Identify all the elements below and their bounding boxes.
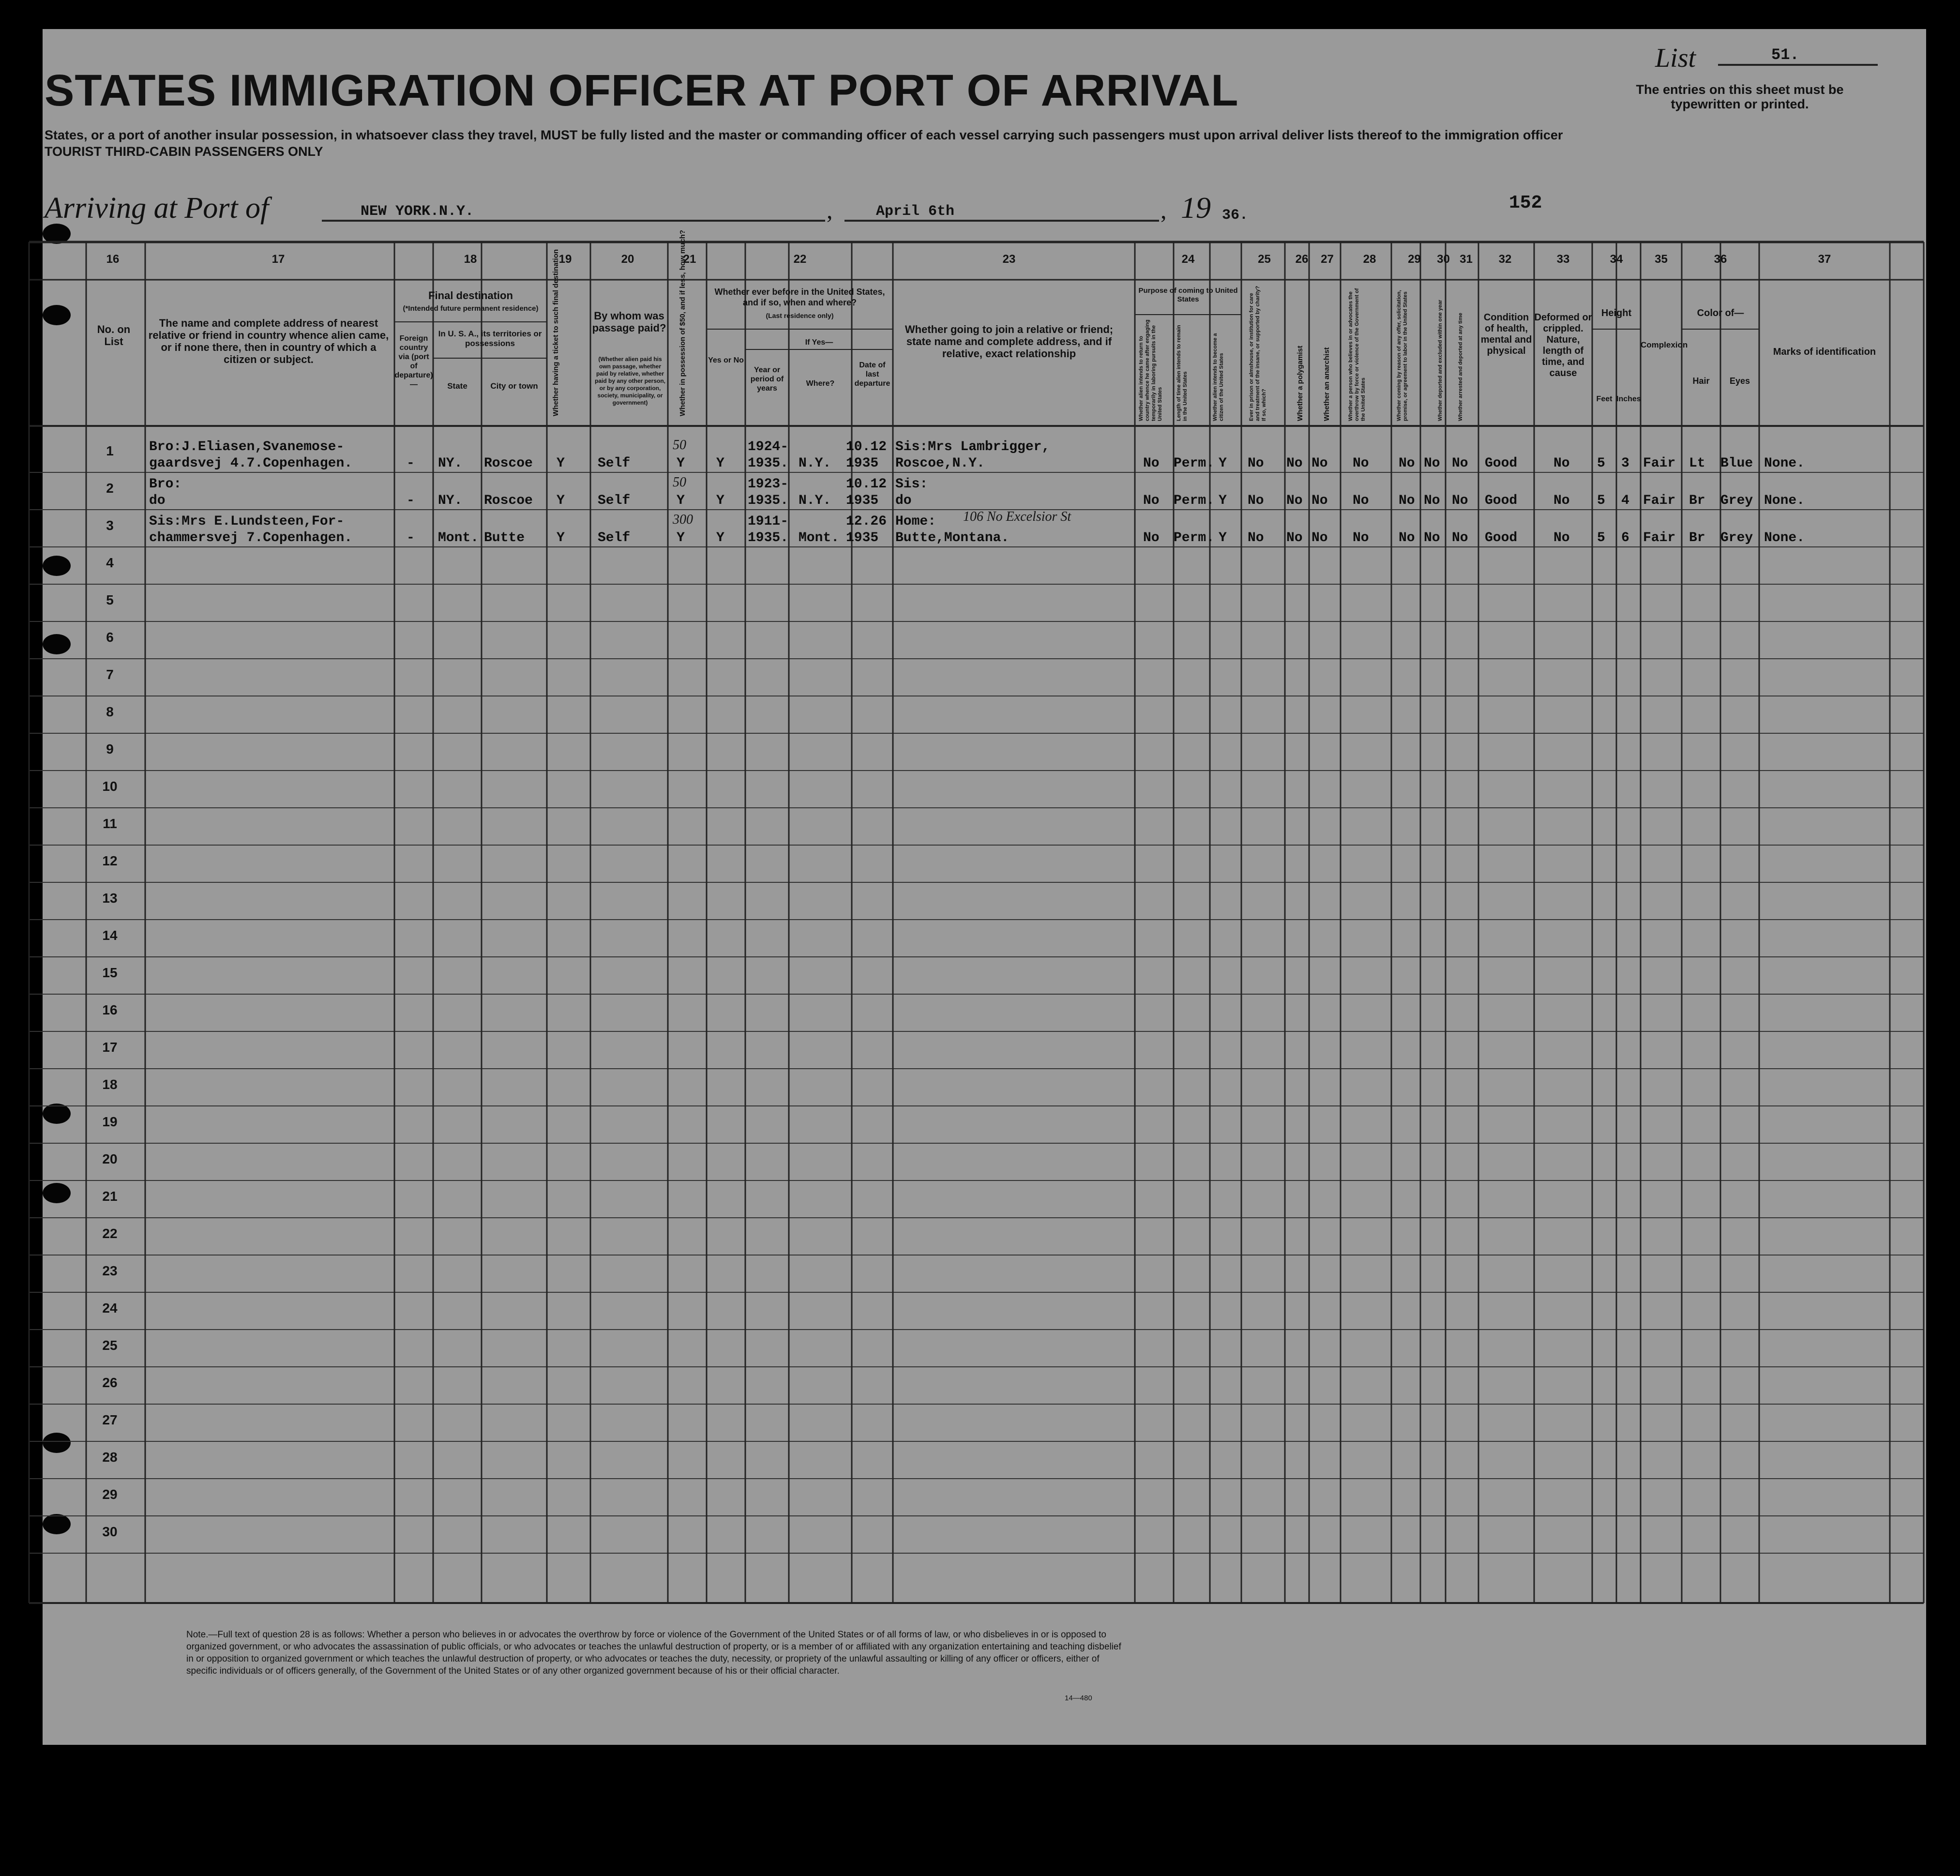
- header-final-destination-note: (*Intended future permanent residence): [403, 304, 539, 313]
- cell-relative-2: chammersvej 7.Copenhagen.: [149, 530, 353, 545]
- row-number: 15: [102, 965, 118, 980]
- cell-cash-hand: 50: [673, 475, 686, 490]
- cell-hair: Br: [1689, 493, 1705, 508]
- header-c31: Whether arrested and deported at any time: [1458, 313, 1463, 421]
- row-number: 23: [102, 1263, 118, 1278]
- header-purpose: Purpose of coming to United States: [1138, 287, 1238, 303]
- cell-join-hand: 106 No Excelsior St: [963, 509, 1071, 524]
- form-number: 14—480: [1065, 1694, 1092, 1702]
- header-height: Height: [1601, 308, 1632, 318]
- cell-c25: No: [1248, 456, 1264, 471]
- cell-state: NY.: [438, 493, 463, 508]
- cell-city: Butte: [484, 530, 525, 545]
- cell-feet: 5: [1597, 493, 1605, 508]
- cell-before: Y: [716, 456, 724, 471]
- cell-inches: 4: [1621, 493, 1629, 508]
- col-num: 37: [1818, 253, 1831, 266]
- header-feet: Feet: [1596, 395, 1613, 403]
- col-num: 33: [1556, 253, 1570, 266]
- row-number: 29: [102, 1487, 118, 1502]
- cell-foreign: -: [407, 530, 415, 545]
- cell-c27: No: [1312, 456, 1328, 471]
- cell-years-1: 1924-: [748, 439, 789, 454]
- cell-before: Y: [716, 493, 724, 508]
- cell-feet: 5: [1597, 530, 1605, 545]
- header-c28: Whether a person who believes in or advocates the overthrow by force or violence of the Government of the United States: [1348, 288, 1366, 421]
- row-number: 27: [102, 1412, 118, 1427]
- col-num: 35: [1655, 253, 1668, 266]
- cell-cash-hand: 300: [673, 512, 693, 527]
- cell-purpose-a: No: [1143, 493, 1160, 508]
- cell-foreign: -: [407, 493, 415, 508]
- row-number: 12: [102, 853, 118, 868]
- cell-marks: None.: [1764, 456, 1805, 471]
- cell-where: N.Y.: [799, 456, 831, 471]
- cell-join-2: Roscoe,N.Y.: [895, 456, 985, 471]
- cell-deformed: No: [1553, 493, 1570, 508]
- year-prefix: 19: [1181, 192, 1211, 225]
- row-number: 7: [106, 667, 114, 682]
- cell-city: Roscoe: [484, 456, 533, 471]
- cell-years-1: 1923-: [748, 477, 789, 492]
- col-num: 21: [683, 253, 696, 266]
- list-label: List: [1655, 43, 1696, 73]
- header-year-period: Year or period of years: [750, 366, 784, 393]
- header-if-yes: If Yes—: [805, 338, 833, 347]
- date-value: April 6th: [876, 203, 955, 220]
- header-purpose-c: Whether alien intends to become a citizen of the United States: [1212, 333, 1224, 421]
- header-foreign-country: Foreign country via (port of departure)—: [394, 334, 433, 389]
- header-before-in-us: Whether ever before in the United States, and if so, when and where?: [714, 287, 885, 307]
- row-number: 28: [102, 1450, 118, 1465]
- separator-comma: ,: [1161, 197, 1167, 224]
- row-number: 24: [102, 1301, 118, 1316]
- header-where: Where?: [806, 379, 835, 388]
- page-title: STATES IMMIGRATION OFFICER AT PORT OF ARRIVAL: [45, 66, 1239, 115]
- cell-c30: No: [1424, 530, 1440, 545]
- cell-cash-hand: 50: [673, 438, 686, 453]
- col-num: 34: [1610, 253, 1623, 266]
- intro-line-1: States, or a port of another insular possession, in whatsoever class they travel, MUST be fully listed and the master or commanding officer of each vessel carrying such passengers must upon arrival deliver lists thereof to the immigration officer: [45, 128, 1563, 142]
- cell-condition: Good: [1485, 530, 1518, 545]
- col-num: 26: [1295, 253, 1309, 266]
- header-no-on-list: No. on List: [97, 323, 131, 348]
- cell-dep-2: 1935: [846, 530, 879, 545]
- cell-c31: No: [1452, 493, 1468, 508]
- cell-dep-1: 10.12: [846, 477, 887, 492]
- cell-condition: Good: [1485, 493, 1518, 508]
- header-marks: Marks of identification: [1773, 347, 1876, 357]
- header-yes-no: Yes or No: [708, 356, 744, 364]
- row-number: 22: [102, 1226, 118, 1241]
- header-purpose-a: Whether alien intends to return to country whence he came after engaging temporarily in laboring pursuits in the United States: [1138, 319, 1163, 421]
- cell-join-2: Butte,Montana.: [895, 530, 1010, 545]
- year-suffix: 36.: [1222, 207, 1249, 224]
- header-date-last-departure: Date of last departure: [854, 361, 890, 388]
- header-in-usa: In U. S. A., its territories or possessions: [438, 329, 542, 348]
- row-number: 9: [106, 741, 114, 756]
- col-num: 32: [1498, 253, 1512, 266]
- cell-relative-2: gaardsvej 4.7.Copenhagen.: [149, 456, 353, 471]
- cell-dep-1: 12.26: [846, 514, 887, 529]
- header-c26: Whether a polygamist: [1296, 346, 1304, 421]
- header-c27: Whether an anarchist: [1323, 347, 1331, 421]
- col-num: 36: [1714, 253, 1727, 266]
- cell-before: Y: [716, 530, 724, 545]
- cell-complexion: Fair: [1643, 530, 1676, 545]
- cell-c29: No: [1399, 493, 1415, 508]
- cell-purpose-a: No: [1143, 530, 1160, 545]
- instruction-note: The entries on this sheet must be typewritten or printed.: [1636, 82, 1844, 111]
- port-value: NEW YORK.N.Y.: [361, 203, 474, 220]
- cell-condition: Good: [1485, 456, 1518, 471]
- cell-c29: No: [1399, 456, 1415, 471]
- cell-foreign: -: [407, 456, 415, 471]
- header-join-relative: Whether going to join a relative or friend; state name and complete address, and if relative, exact relationship: [905, 323, 1114, 360]
- cell-paid: Self: [598, 456, 631, 471]
- cell-c26: No: [1286, 530, 1303, 545]
- cell-relative-1: Sis:Mrs E.Lundsteen,For-: [149, 514, 345, 529]
- header-color-of: Color of—: [1697, 308, 1744, 318]
- row-number: 2: [106, 481, 114, 496]
- header-complexion: Complexion: [1641, 340, 1688, 349]
- header-passage-note: (Whether alien paid his own passage, whether paid by relative, whether paid by any other person, or by any corporation, society, municipality, or government): [594, 356, 666, 406]
- cell-purpose-a: No: [1143, 456, 1160, 471]
- row-number: 17: [102, 1040, 118, 1055]
- row-number: 1: [106, 443, 114, 458]
- cell-purpose-c: Y: [1219, 530, 1227, 545]
- col-num: 28: [1363, 253, 1376, 266]
- row-number: 13: [102, 891, 118, 906]
- header-passage-paid: By whom was passage paid?: [592, 310, 666, 334]
- cell-join-1: Sis:Mrs Lambrigger,: [895, 439, 1050, 454]
- header-state: State: [447, 381, 467, 391]
- row-number: 5: [106, 592, 114, 607]
- cell-c25: No: [1248, 493, 1264, 508]
- cell-c30: No: [1424, 456, 1440, 471]
- cell-feet: 5: [1597, 456, 1605, 471]
- row-number: 20: [102, 1151, 118, 1166]
- header-purpose-b: Length of time alien intends to remain in the United States: [1176, 325, 1188, 421]
- cell-hair: Lt: [1689, 456, 1705, 471]
- cell-purpose-c: Y: [1219, 493, 1227, 508]
- cell-c31: No: [1452, 456, 1468, 471]
- cell-join-1: Sis:: [895, 477, 928, 492]
- cell-marks: None.: [1764, 530, 1805, 545]
- cell-state: Mont.: [438, 530, 479, 545]
- col-num: 18: [464, 253, 477, 266]
- cell-complexion: Fair: [1643, 456, 1676, 471]
- cell-eyes: Blue: [1720, 456, 1753, 471]
- col-num: 27: [1321, 253, 1334, 266]
- cell-eyes: Grey: [1720, 493, 1753, 508]
- col-num: 25: [1258, 253, 1271, 266]
- row-number: 14: [102, 928, 118, 943]
- col-num: 29: [1408, 253, 1421, 266]
- col-num: 17: [271, 253, 285, 266]
- cell-deformed: No: [1553, 530, 1570, 545]
- row-number: 11: [103, 816, 117, 831]
- row-number: 26: [102, 1375, 118, 1390]
- cell-dep-2: 1935: [846, 493, 879, 508]
- row-number: 6: [106, 630, 114, 645]
- row-number: 21: [102, 1189, 118, 1204]
- col-num: 16: [106, 253, 120, 266]
- cell-years-2: 1935.: [748, 493, 789, 508]
- cell-deformed: No: [1553, 456, 1570, 471]
- cell-c28: No: [1353, 530, 1369, 545]
- header-eyes: Eyes: [1729, 376, 1750, 386]
- cell-ticket: Y: [557, 530, 565, 545]
- cell-eyes: Grey: [1720, 530, 1753, 545]
- cell-possession: Y: [677, 493, 685, 508]
- page-mark: 152: [1509, 193, 1542, 213]
- cell-ticket: Y: [557, 493, 565, 508]
- footnote-q28: Note.—Full text of question 28 is as follows: Whether a person who believes in or advocates the overthrow by force or violence of the Government of the United States or of all forms of law, or who disbelieves in or is opposed to organized government, or who advocates the assassination of public officials, or who advocates or teaches the unlawful destruction of property, or is a member of or affiliated with any organization entertaining and teaching disbelief in or opposition to organized government or which teaches the unlawful destruction of property, or who advocates or teaches the duty, necessity, or propriety of the unlawful assaulting or killing of any officer or officers, either of specific individuals or of officers generally, of the Government of the United States or of any other organized government because of his or their official character.: [186, 1630, 1121, 1676]
- cell-purpose-b: Perm.: [1174, 456, 1215, 471]
- col-num: 23: [1002, 253, 1016, 266]
- cell-city: Roscoe: [484, 493, 533, 508]
- header-nearest-relative: The name and complete address of nearest relative or friend in country whence alien came, or if none there, then in country of which a citizen or subject.: [148, 317, 389, 365]
- header-deformed: Deformed or crippled. Nature, length of time, and cause: [1534, 312, 1592, 378]
- cell-relative-1: Bro:: [149, 477, 182, 492]
- header-possession-50: Whether in possession of $50, and if less, how much?: [678, 229, 687, 416]
- cell-inches: 6: [1621, 530, 1629, 545]
- cell-c26: No: [1286, 493, 1303, 508]
- row-number: 30: [102, 1524, 118, 1539]
- cell-join-2: do: [895, 493, 912, 508]
- cell-ticket: Y: [557, 456, 565, 471]
- cell-marks: None.: [1764, 493, 1805, 508]
- cell-years-1: 1911-: [748, 514, 789, 529]
- cell-where: N.Y.: [799, 493, 831, 508]
- row-number: 18: [102, 1077, 118, 1092]
- header-last-residence: (Last residence only): [766, 312, 834, 319]
- row-number: 16: [102, 1002, 118, 1017]
- cell-c30: No: [1424, 493, 1440, 508]
- cell-state: NY.: [438, 456, 463, 471]
- header-ticket: Whether having a ticket to such final destination: [552, 249, 560, 416]
- col-num: 22: [793, 253, 807, 266]
- header-hair: Hair: [1692, 376, 1710, 386]
- separator-comma: ,: [827, 197, 833, 224]
- row-number: 19: [102, 1114, 118, 1129]
- header-c30: Whether deported and excluded within one year: [1437, 300, 1443, 421]
- cell-purpose-b: Perm.: [1174, 493, 1215, 508]
- cell-where: Mont.: [799, 530, 840, 545]
- cell-possession: Y: [677, 530, 685, 545]
- cell-c29: No: [1399, 530, 1415, 545]
- cell-c26: No: [1286, 456, 1303, 471]
- cell-c28: No: [1353, 493, 1369, 508]
- cell-relative-2: do: [149, 493, 166, 508]
- cell-hair: Br: [1689, 530, 1705, 545]
- cell-c27: No: [1312, 493, 1328, 508]
- list-number: 51.: [1771, 46, 1799, 64]
- row-number: 10: [102, 779, 118, 794]
- cell-c31: No: [1452, 530, 1468, 545]
- cell-relative-1: Bro:J.Eliasen,Svanemose-: [149, 439, 345, 454]
- cell-paid: Self: [598, 530, 631, 545]
- cell-years-2: 1935.: [748, 456, 789, 471]
- row-number: 4: [106, 555, 114, 570]
- cell-complexion: Fair: [1643, 493, 1676, 508]
- col-num: 19: [558, 253, 572, 266]
- header-condition: Condition of health, mental and physical: [1480, 312, 1532, 356]
- header-c25: Ever in prison or almshouse, or institution for care and treatment of the insane, or supported by charity? If so, which?: [1249, 286, 1267, 421]
- col-num: 24: [1181, 253, 1195, 266]
- cell-purpose-c: Y: [1219, 456, 1227, 471]
- header-city: City or town: [490, 381, 538, 391]
- cell-c27: No: [1312, 530, 1328, 545]
- cell-paid: Self: [598, 493, 631, 508]
- arriving-label: Arriving at Port of: [45, 192, 269, 225]
- cell-c25: No: [1248, 530, 1264, 545]
- cell-possession: Y: [677, 456, 685, 471]
- row-number: 8: [106, 704, 114, 719]
- header-c29: Whether coming by reason of any offer, solicitation, promise, or agreement to labor in the United States: [1396, 290, 1408, 421]
- col-num: 20: [621, 253, 634, 266]
- col-num: 30: [1437, 253, 1450, 266]
- intro-line-2: TOURIST THIRD-CABIN PASSENGERS ONLY: [45, 144, 323, 159]
- row-number: 3: [106, 518, 114, 533]
- header-inches: Inches: [1616, 395, 1641, 403]
- cell-years-2: 1935.: [748, 530, 789, 545]
- col-num: 31: [1460, 253, 1473, 266]
- cell-dep-2: 1935: [846, 456, 879, 471]
- cell-join-1: Home:: [895, 514, 936, 529]
- header-final-destination: Final destination: [428, 289, 513, 302]
- row-number: 25: [102, 1338, 118, 1353]
- cell-inches: 3: [1621, 456, 1629, 471]
- cell-purpose-b: Perm.: [1174, 530, 1215, 545]
- cell-c28: No: [1353, 456, 1369, 471]
- cell-dep-1: 10.12: [846, 439, 887, 454]
